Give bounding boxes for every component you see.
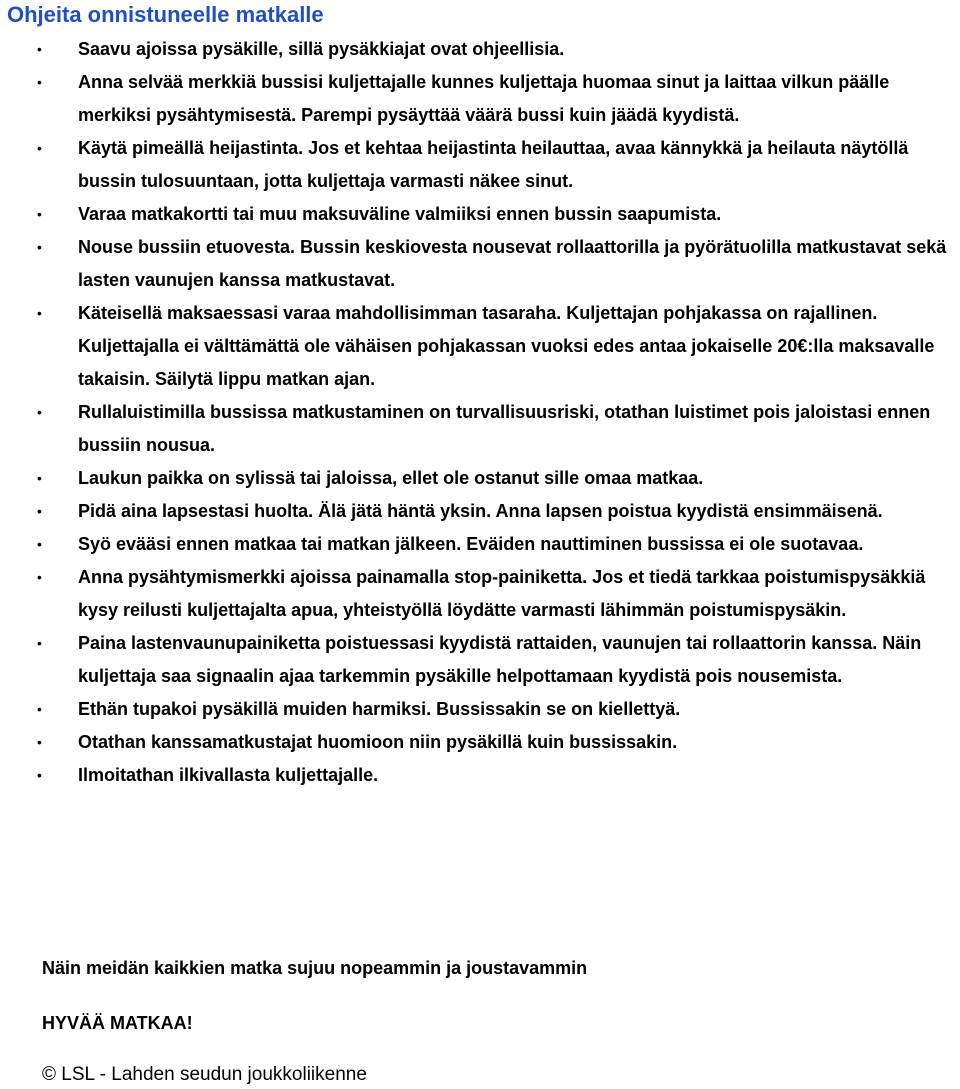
list-item xyxy=(0,726,960,759)
bullet-icon: • xyxy=(37,239,42,255)
tip-text: Nouse bussiin etuovesta. Bussin keskiovesta nousevat rollaattorilla ja pyörätuolilla matkustavat sekä lasten vaunujen kanssa matkustavat. xyxy=(78,237,947,290)
bullet-icon: • xyxy=(37,140,42,156)
bullet-icon: • xyxy=(37,734,42,750)
bullet-icon: • xyxy=(37,404,42,420)
bullet-icon: • xyxy=(37,503,42,519)
tip-text: Anna selvää merkkiä bussisi kuljettajalle kunnes kuljettaja huomaa sinut ja laittaa vilkun päälle merkiksi pysähtymisestä. Parempi pysäyttää väärä bussi kuin jäädä kyydistä. xyxy=(78,72,890,125)
bullet-icon: • xyxy=(37,569,42,585)
list-item xyxy=(0,297,960,396)
tip-text: Anna pysähtymismerkki ajoissa painamalla stop-painiketta. Jos et tiedä tarkkaa poistumispysäkkiä kysy reilusti kuljettajalta apua, yhteistyöllä löydätte varmasti lähimmän poistumispysäkin. xyxy=(78,567,926,620)
list-item xyxy=(0,198,960,231)
list-item xyxy=(0,132,960,198)
tip-text: Laukun paikka on sylissä tai jaloissa, ellet ole ostanut sille omaa matkaa. xyxy=(78,468,704,488)
tip-text: Paina lastenvaunupainiketta poistuessasi kyydistä rattaiden, vaunujen tai rollaattorin kanssa. Näin kuljettaja saa signaalin ajaa tarkemmin pysäkille helpottamaan kyydistä pois nousemista. xyxy=(78,633,922,686)
bullet-icon: • xyxy=(37,701,42,717)
tip-text: Saavu ajoissa pysäkille, sillä pysäkkiajat ovat ohjeellisia. xyxy=(78,39,565,59)
list-item xyxy=(0,693,960,726)
tip-text: Ethän tupakoi pysäkillä muiden harmiksi. Bussissakin se on kiellettyä. xyxy=(78,699,681,719)
tip-text: Varaa matkakortti tai muu maksuväline valmiiksi ennen bussin saapumista. xyxy=(78,204,722,224)
document-title: Ohjeita onnistuneelle matkalle xyxy=(7,2,324,27)
bullet-icon: • xyxy=(37,74,42,90)
bullet-icon: • xyxy=(37,41,42,57)
list-item xyxy=(0,495,960,528)
farewell-text: HYVÄÄ MATKAA! xyxy=(42,1013,193,1033)
list-item xyxy=(0,759,960,792)
closing-text: Näin meidän kaikkien matka sujuu nopeammin ja joustavammin xyxy=(42,958,588,978)
bullet-icon: • xyxy=(37,536,42,552)
list-item xyxy=(0,396,960,462)
tip-text: Käytä pimeällä heijastinta. Jos et kehtaa heijastinta heilauttaa, avaa kännykkä ja heilauta näytöllä bussin tulosuuntaan, jotta kuljettaja varmasti näkee sinut. xyxy=(78,138,909,191)
bullet-icon: • xyxy=(37,635,42,651)
tips-list xyxy=(0,33,960,792)
bullet-icon: • xyxy=(37,470,42,486)
tip-text: Otathan kanssamatkustajat huomioon niin pysäkillä kuin bussissakin. xyxy=(78,732,678,752)
list-item xyxy=(0,33,960,66)
tip-text: Ilmoitathan ilkivallasta kuljettajalle. xyxy=(78,765,379,785)
bullet-icon: • xyxy=(37,206,42,222)
tip-text: Pidä aina lapsestasi huolta. Älä jätä häntä yksin. Anna lapsen poistua kyydistä ensimmäisenä. xyxy=(78,501,883,521)
bullet-icon: • xyxy=(37,305,42,321)
bullet-icon: • xyxy=(37,767,42,783)
list-item xyxy=(0,528,960,561)
tip-text: Käteisellä maksaessasi varaa mahdollisimman tasaraha. Kuljettajan pohjakassa on rajallinen. Kuljettajalla ei välttämättä ole vähäisen pohjakassan vuoksi edes antaa jokaiselle 20€:lla maksavalle takaisin. Säilytä lippu matkan ajan. xyxy=(78,303,935,389)
list-item xyxy=(0,231,960,297)
tip-text: Syö evääsi ennen matkaa tai matkan jälkeen. Eväiden nauttiminen bussissa ei ole suotavaa. xyxy=(78,534,864,554)
tip-text: Rullaluistimilla bussissa matkustaminen on turvallisuusriski, otathan luistimet pois jaloistasi ennen bussiin nousua. xyxy=(78,402,931,455)
list-item xyxy=(0,66,960,132)
list-item xyxy=(0,462,960,495)
copyright-text: © LSL - Lahden seudun joukkoliikenne xyxy=(42,1064,367,1085)
list-item xyxy=(0,627,960,693)
list-item xyxy=(0,561,960,627)
